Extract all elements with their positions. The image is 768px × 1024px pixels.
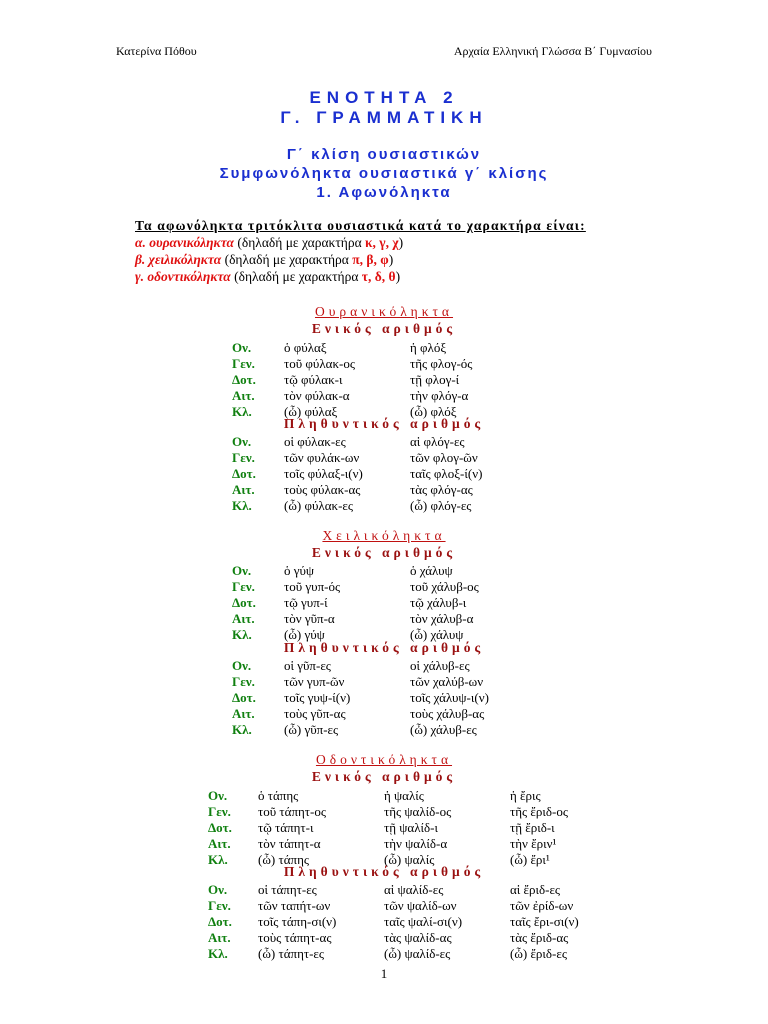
noun-form: (ὦ) φλόγ-ες — [410, 498, 472, 513]
case-label: Ον. — [232, 563, 252, 578]
page-number: 1 — [380, 966, 388, 981]
declension-row — [0, 690, 768, 706]
intro-lead: Τα αφωνόληκτα τριτόκλιτα ουσιαστικά κατά το χαρακτήρα είναι: — [135, 218, 586, 233]
case-label: Ον. — [232, 434, 252, 449]
intro-item-label: β. χειλικόληκτα — [135, 252, 222, 267]
intro-item-end: ) — [398, 235, 404, 250]
noun-form: τὴν ψαλίδ-α — [384, 836, 448, 851]
declension-row — [0, 498, 768, 514]
noun-form: τῶν ἐρίδ-ων — [510, 898, 574, 913]
intro-item-chars: π, β, φ — [352, 252, 389, 267]
noun-form: τοῦ τάπητ-ος — [258, 804, 327, 819]
case-label: Κλ. — [208, 852, 228, 867]
declension-row — [0, 627, 768, 643]
plural-heading: Πληθυντικός αριθμός — [283, 416, 485, 431]
noun-form: ταῖς φλοξ-ί(ν) — [410, 466, 483, 481]
intro-item-label: γ. οδοντικόληκτα — [135, 269, 231, 284]
header-course: Αρχαία Ελληνική Γλώσσα Β΄ Γυμνασίου — [453, 44, 652, 58]
noun-form: ἡ ψαλίς — [384, 788, 424, 803]
case-label: Γεν. — [208, 898, 231, 913]
noun-form: αἱ φλόγ-ες — [410, 434, 465, 449]
case-label: Αιτ. — [208, 836, 231, 851]
declension-section-title: Ουρανικόληκτα — [314, 304, 454, 319]
case-label: Κλ. — [208, 946, 228, 961]
noun-form: τοῖς τάπη-σι(ν) — [258, 914, 337, 929]
noun-form: τῶν γυπ-ῶν — [284, 674, 345, 689]
noun-form: τοῖς χάλυψ-ι(ν) — [410, 690, 489, 705]
declension-section-title: Χειλικόληκτα — [322, 528, 446, 543]
noun-form: τοὺς φύλακ-ας — [284, 482, 361, 497]
case-label: Δοτ. — [232, 466, 256, 481]
noun-form: ταῖς ἔρι-σι(ν) — [510, 914, 579, 929]
noun-form: τῆς ψαλίδ-ος — [384, 804, 452, 819]
noun-form: τὰς φλόγ-ας — [410, 482, 473, 497]
singular-heading: Ενικός αριθμός — [311, 321, 457, 336]
case-label: Ον. — [208, 882, 228, 897]
singular-heading: Ενικός αριθμός — [311, 545, 457, 560]
noun-form: τῶν ταπήτ-ων — [258, 898, 331, 913]
declension-row — [0, 788, 768, 804]
declension-row — [0, 434, 768, 450]
intro-item-a — [135, 234, 586, 251]
case-label: Κλ. — [232, 404, 252, 419]
intro-item-label: α. ουρανικόληκτα — [135, 235, 234, 250]
plural-heading: Πληθυντικός αριθμός — [283, 864, 485, 879]
noun-form: τῶν ψαλίδ-ων — [384, 898, 457, 913]
declension-row — [0, 482, 768, 498]
subtitle-mute-stems: 1. Αφωνόληκτα — [316, 184, 452, 201]
case-label: Αιτ. — [232, 706, 255, 721]
declension-row — [0, 356, 768, 372]
intro-item-text: (δηλαδή με χαρακτήρα — [221, 252, 353, 267]
noun-form: (ὦ) τάπης — [258, 852, 310, 867]
case-label: Αιτ. — [232, 388, 255, 403]
case-label: Γεν. — [208, 804, 231, 819]
declension-row — [0, 804, 768, 820]
unit-title: ΕΝΟΤΗΤΑ 2 — [309, 88, 459, 107]
declension-row — [0, 914, 768, 930]
subtitle-declension: Γ΄ κλίση ουσιαστικών — [286, 146, 482, 163]
case-label: Γεν. — [232, 450, 255, 465]
case-label: Γεν. — [232, 356, 255, 371]
noun-form: αἱ ἔριδ-ες — [510, 882, 561, 897]
declension-row — [0, 340, 768, 356]
noun-form: τοῦ φύλακ-ος — [284, 356, 355, 371]
case-label: Δοτ. — [232, 595, 256, 610]
case-label: Κλ. — [232, 498, 252, 513]
noun-form: (ὦ) φύλακ-ες — [284, 498, 354, 513]
header-author: Κατερίνα Πόθου — [116, 44, 197, 58]
noun-form: (ὦ) ψαλίς — [384, 852, 435, 867]
noun-form: (ὦ) χάλυψ — [410, 627, 464, 642]
case-label: Δοτ. — [232, 690, 256, 705]
noun-form: ἡ φλόξ — [410, 340, 447, 355]
declension-row — [0, 579, 768, 595]
noun-form: τὸν φύλακ-α — [284, 388, 350, 403]
noun-form: ὁ φύλαξ — [284, 340, 327, 355]
declension-row — [0, 450, 768, 466]
declension-row — [0, 930, 768, 946]
declension-row — [0, 882, 768, 898]
noun-form: ἡ ἔρις — [510, 788, 541, 803]
case-label: Κλ. — [232, 722, 252, 737]
noun-form: τῷ χάλυβ-ι — [410, 595, 467, 610]
noun-form: τοῦ χάλυβ-ος — [410, 579, 479, 594]
noun-form: τῷ γυπ-ί — [284, 595, 328, 610]
declension-row — [0, 595, 768, 611]
noun-form: τὰς ψαλίδ-ας — [384, 930, 452, 945]
noun-form: (ὦ) γύψ — [284, 627, 325, 642]
intro-item-c — [135, 268, 586, 285]
case-label: Ον. — [208, 788, 228, 803]
noun-form: τῇ ἔριδ-ι — [510, 820, 555, 835]
declension-row — [0, 820, 768, 836]
declension-row — [0, 388, 768, 404]
intro-item-end: ) — [388, 252, 394, 267]
noun-form: τοῖς γυψ-ί(ν) — [284, 690, 351, 705]
case-label: Αιτ. — [208, 930, 231, 945]
noun-form: τὴν φλόγ-α — [410, 388, 469, 403]
intro-item-chars: τ, δ, θ — [361, 269, 396, 284]
declension-row — [0, 404, 768, 420]
noun-form: τοῦ γυπ-ός — [284, 579, 341, 594]
case-label: Γεν. — [232, 579, 255, 594]
intro-block — [135, 217, 586, 285]
noun-form: (ὦ) ἔριδ-ες — [510, 946, 567, 961]
noun-form: τῶν φυλάκ-ων — [284, 450, 360, 465]
plural-heading: Πληθυντικός αριθμός — [283, 640, 485, 655]
noun-form: οἱ τάπητ-ες — [258, 882, 317, 897]
case-label: Κλ. — [232, 627, 252, 642]
noun-form: τὴν ἔριν¹ — [510, 836, 557, 851]
section-title: Γ. ΓΡΑΜΜΑΤΙΚΗ — [280, 108, 488, 127]
noun-form: τὸν χάλυβ-α — [410, 611, 474, 626]
noun-form: τῇ φλογ-ί — [410, 372, 460, 387]
case-label: Αιτ. — [232, 611, 255, 626]
case-label: Ον. — [232, 340, 252, 355]
declension-row — [0, 946, 768, 962]
noun-form: (ὦ) τάπητ-ες — [258, 946, 325, 961]
case-label: Γεν. — [232, 674, 255, 689]
noun-form: (ὦ) ψαλίδ-ες — [384, 946, 451, 961]
declension-row — [0, 658, 768, 674]
declension-row — [0, 674, 768, 690]
noun-form: ὁ χάλυψ — [410, 563, 453, 578]
noun-form: τῷ φύλακ-ι — [284, 372, 343, 387]
case-label: Ον. — [232, 658, 252, 673]
declension-row — [0, 836, 768, 852]
declension-row — [0, 466, 768, 482]
noun-form: ταῖς ψαλί-σι(ν) — [384, 914, 463, 929]
declension-row — [0, 706, 768, 722]
noun-form: τοὺς τάπητ-ας — [258, 930, 332, 945]
noun-form: τῆς φλογ-ός — [410, 356, 473, 371]
subtitle-consonant-nouns: Συμφωνόληκτα ουσιαστικά γ΄ κλίσης — [219, 165, 549, 182]
noun-form: τῇ ψαλίδ-ι — [384, 820, 438, 835]
noun-form: τῆς ἔριδ-ος — [510, 804, 568, 819]
case-label: Αιτ. — [232, 482, 255, 497]
intro-item-text: (δηλαδή με χαρακτήρα — [233, 235, 366, 250]
noun-form: (ὦ) γῦπ-ες — [284, 722, 339, 737]
intro-item-text: (δηλαδή με χαρακτήρα — [230, 269, 362, 284]
declension-section-title: Οδοντικόληκτα — [315, 752, 453, 767]
noun-form: (ὦ) φύλαξ — [284, 404, 338, 419]
noun-form: (ὦ) φλόξ — [410, 404, 457, 419]
declension-row — [0, 722, 768, 738]
noun-form: τὸν γῦπ-α — [284, 611, 335, 626]
noun-form: τοῖς φύλαξ-ι(ν) — [284, 466, 363, 481]
noun-form: τὰς ἔριδ-ας — [510, 930, 569, 945]
noun-form: τοὺς χάλυβ-ας — [410, 706, 485, 721]
singular-heading: Ενικός αριθμός — [311, 769, 457, 784]
noun-form: τῷ τάπητ-ι — [258, 820, 314, 835]
noun-form: τοὺς γῦπ-ας — [284, 706, 346, 721]
intro-item-b — [135, 251, 586, 268]
noun-form: οἱ χάλυβ-ες — [410, 658, 470, 673]
declension-row — [0, 372, 768, 388]
case-label: Δοτ. — [208, 820, 232, 835]
noun-form: ὁ γύψ — [284, 563, 315, 578]
declension-row — [0, 611, 768, 627]
noun-form: τὸν τάπητ-α — [258, 836, 321, 851]
case-label: Δοτ. — [208, 914, 232, 929]
intro-item-end: ) — [395, 269, 401, 284]
case-label: Δοτ. — [232, 372, 256, 387]
declension-row — [0, 898, 768, 914]
intro-item-chars: κ, γ, χ — [365, 235, 399, 250]
noun-form: αἱ ψαλίδ-ες — [384, 882, 444, 897]
noun-form: ὁ τάπης — [258, 788, 299, 803]
declension-row — [0, 563, 768, 579]
noun-form: οἱ φύλακ-ες — [284, 434, 346, 449]
noun-form: τῶν χαλύβ-ων — [410, 674, 484, 689]
noun-form: (ὦ) ἔρι¹ — [510, 852, 550, 867]
noun-form: οἱ γῦπ-ες — [284, 658, 331, 673]
noun-form: (ὦ) χάλυβ-ες — [410, 722, 477, 737]
declension-row — [0, 852, 768, 868]
noun-form: τῶν φλογ-ῶν — [410, 450, 478, 465]
